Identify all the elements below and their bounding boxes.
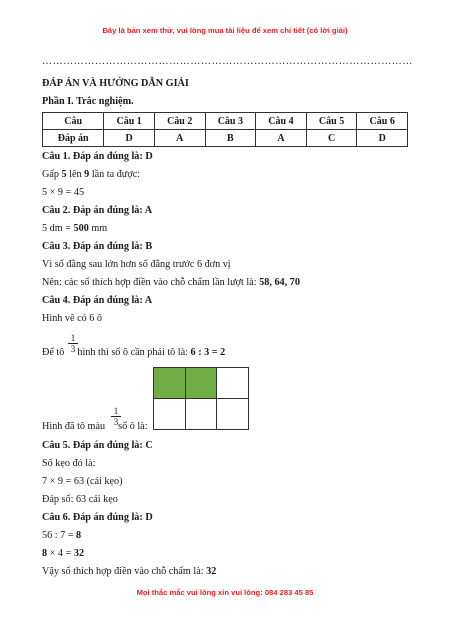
- shaded-grid-figure: [153, 367, 249, 430]
- part-1-title: Phần I. Trắc nghiệm.: [42, 96, 134, 107]
- preview-notice-banner: Đây là bản xem thử, vui lòng mua tài liệu để xem chi tiết (có lời giải): [102, 26, 348, 35]
- text: 5 dm =: [42, 223, 74, 234]
- table-cell: D: [104, 130, 155, 147]
- text: mm: [88, 223, 108, 234]
- q6-line-1: [42, 530, 81, 541]
- q5-line-3: Đáp số: 63 cái kẹo: [42, 494, 118, 505]
- q5-line-2: 7 × 9 = 63 (cái kẹo): [42, 476, 123, 487]
- text: Để tô: [42, 347, 65, 358]
- q6-line-3: [42, 566, 216, 577]
- q1-line-2: 5 × 9 = 45: [42, 187, 85, 198]
- table-cell: Câu 4: [256, 113, 307, 130]
- table-cell: B: [205, 130, 256, 147]
- q6-title: Câu 6. Đáp án đúng là: D: [42, 512, 153, 523]
- text: 58, 64, 70: [259, 277, 300, 288]
- text: 500: [73, 223, 89, 234]
- text: Gấp: [42, 169, 62, 180]
- q3-line-2: [42, 277, 300, 288]
- text: lên: [66, 169, 85, 180]
- text: lần ta được:: [89, 169, 141, 180]
- q6-line-2: [42, 548, 84, 559]
- q4-line-1: Hình vẽ có 6 ô: [42, 313, 102, 324]
- q2-line-1: [42, 223, 107, 234]
- grid-cell: [217, 368, 249, 399]
- text: hình thì số ô cần phải tô là:: [77, 347, 191, 358]
- text: Hình đã tô màu: [42, 421, 106, 432]
- text: số ô là:: [118, 421, 148, 432]
- text: 56 : 7 =: [42, 530, 77, 541]
- q4-line-2: [42, 347, 225, 358]
- grid-cell: [217, 399, 249, 430]
- table-cell: Câu: [43, 113, 104, 130]
- contact-notice-banner: Mọi thắc mắc vui lòng xin vui lòng: 084 283 45 85: [136, 588, 314, 597]
- text: × 4 =: [47, 548, 74, 559]
- q2-title: Câu 2. Đáp án đúng là: A: [42, 205, 153, 216]
- table-cell: Câu 3: [205, 113, 256, 130]
- grid-cell-shaded: [185, 368, 217, 399]
- fraction-denominator: 3: [70, 344, 76, 354]
- answer-table: [42, 112, 408, 147]
- grid-cell: [185, 399, 217, 430]
- answer-heading: ĐÁP ÁN VÀ HƯỚNG DẪN GIẢI: [42, 78, 189, 89]
- table-cell: Câu 6: [357, 113, 408, 130]
- text: 9: [84, 169, 90, 180]
- text: Nên: các số thích hợp điền vào chỗ chấm lần lượt là:: [42, 277, 260, 288]
- answer-table-answer-row: [43, 130, 408, 147]
- text: 8: [42, 548, 48, 559]
- answer-table-header-row: [43, 113, 408, 130]
- q5-line-1: Số kẹo đó là:: [42, 458, 96, 469]
- fraction-numerator: 1: [111, 406, 121, 417]
- table-cell: D: [357, 130, 408, 147]
- table-cell: Câu 5: [306, 113, 357, 130]
- text: Vậy số thích hợp điền vào chỗ chấm là:: [42, 566, 207, 577]
- text: 32: [206, 566, 217, 577]
- table-cell: A: [256, 130, 307, 147]
- table-cell: Đáp án: [43, 130, 104, 147]
- grid-cell: [154, 399, 186, 430]
- q4-title: Câu 4. Đáp án đúng là: A: [42, 295, 153, 306]
- table-cell: C: [306, 130, 357, 147]
- q1-title: Câu 1. Đáp án đúng là: D: [42, 151, 153, 162]
- q1-line-1: [42, 169, 140, 180]
- q3-title: Câu 3. Đáp án đúng là: B: [42, 241, 153, 252]
- q3-line-1: Vì số đằng sau lớn hơn số đằng trước 6 đơn vị: [42, 259, 231, 270]
- fraction-denominator: 3: [113, 417, 119, 427]
- q4-line-3: [42, 421, 148, 432]
- dotted-separator: ……………………………………………………………………………………………: [42, 56, 413, 67]
- table-cell: Câu 1: [104, 113, 155, 130]
- text: 6 : 3 = 2: [190, 347, 226, 358]
- q5-title: Câu 5. Đáp án đúng là: C: [42, 440, 153, 451]
- table-cell: A: [154, 130, 205, 147]
- grid-cell-shaded: [154, 368, 186, 399]
- text: 8: [76, 530, 82, 541]
- table-cell: Câu 2: [154, 113, 205, 130]
- text: 5: [61, 169, 67, 180]
- fraction-numerator: 1: [68, 333, 78, 344]
- text: 32: [73, 548, 85, 559]
